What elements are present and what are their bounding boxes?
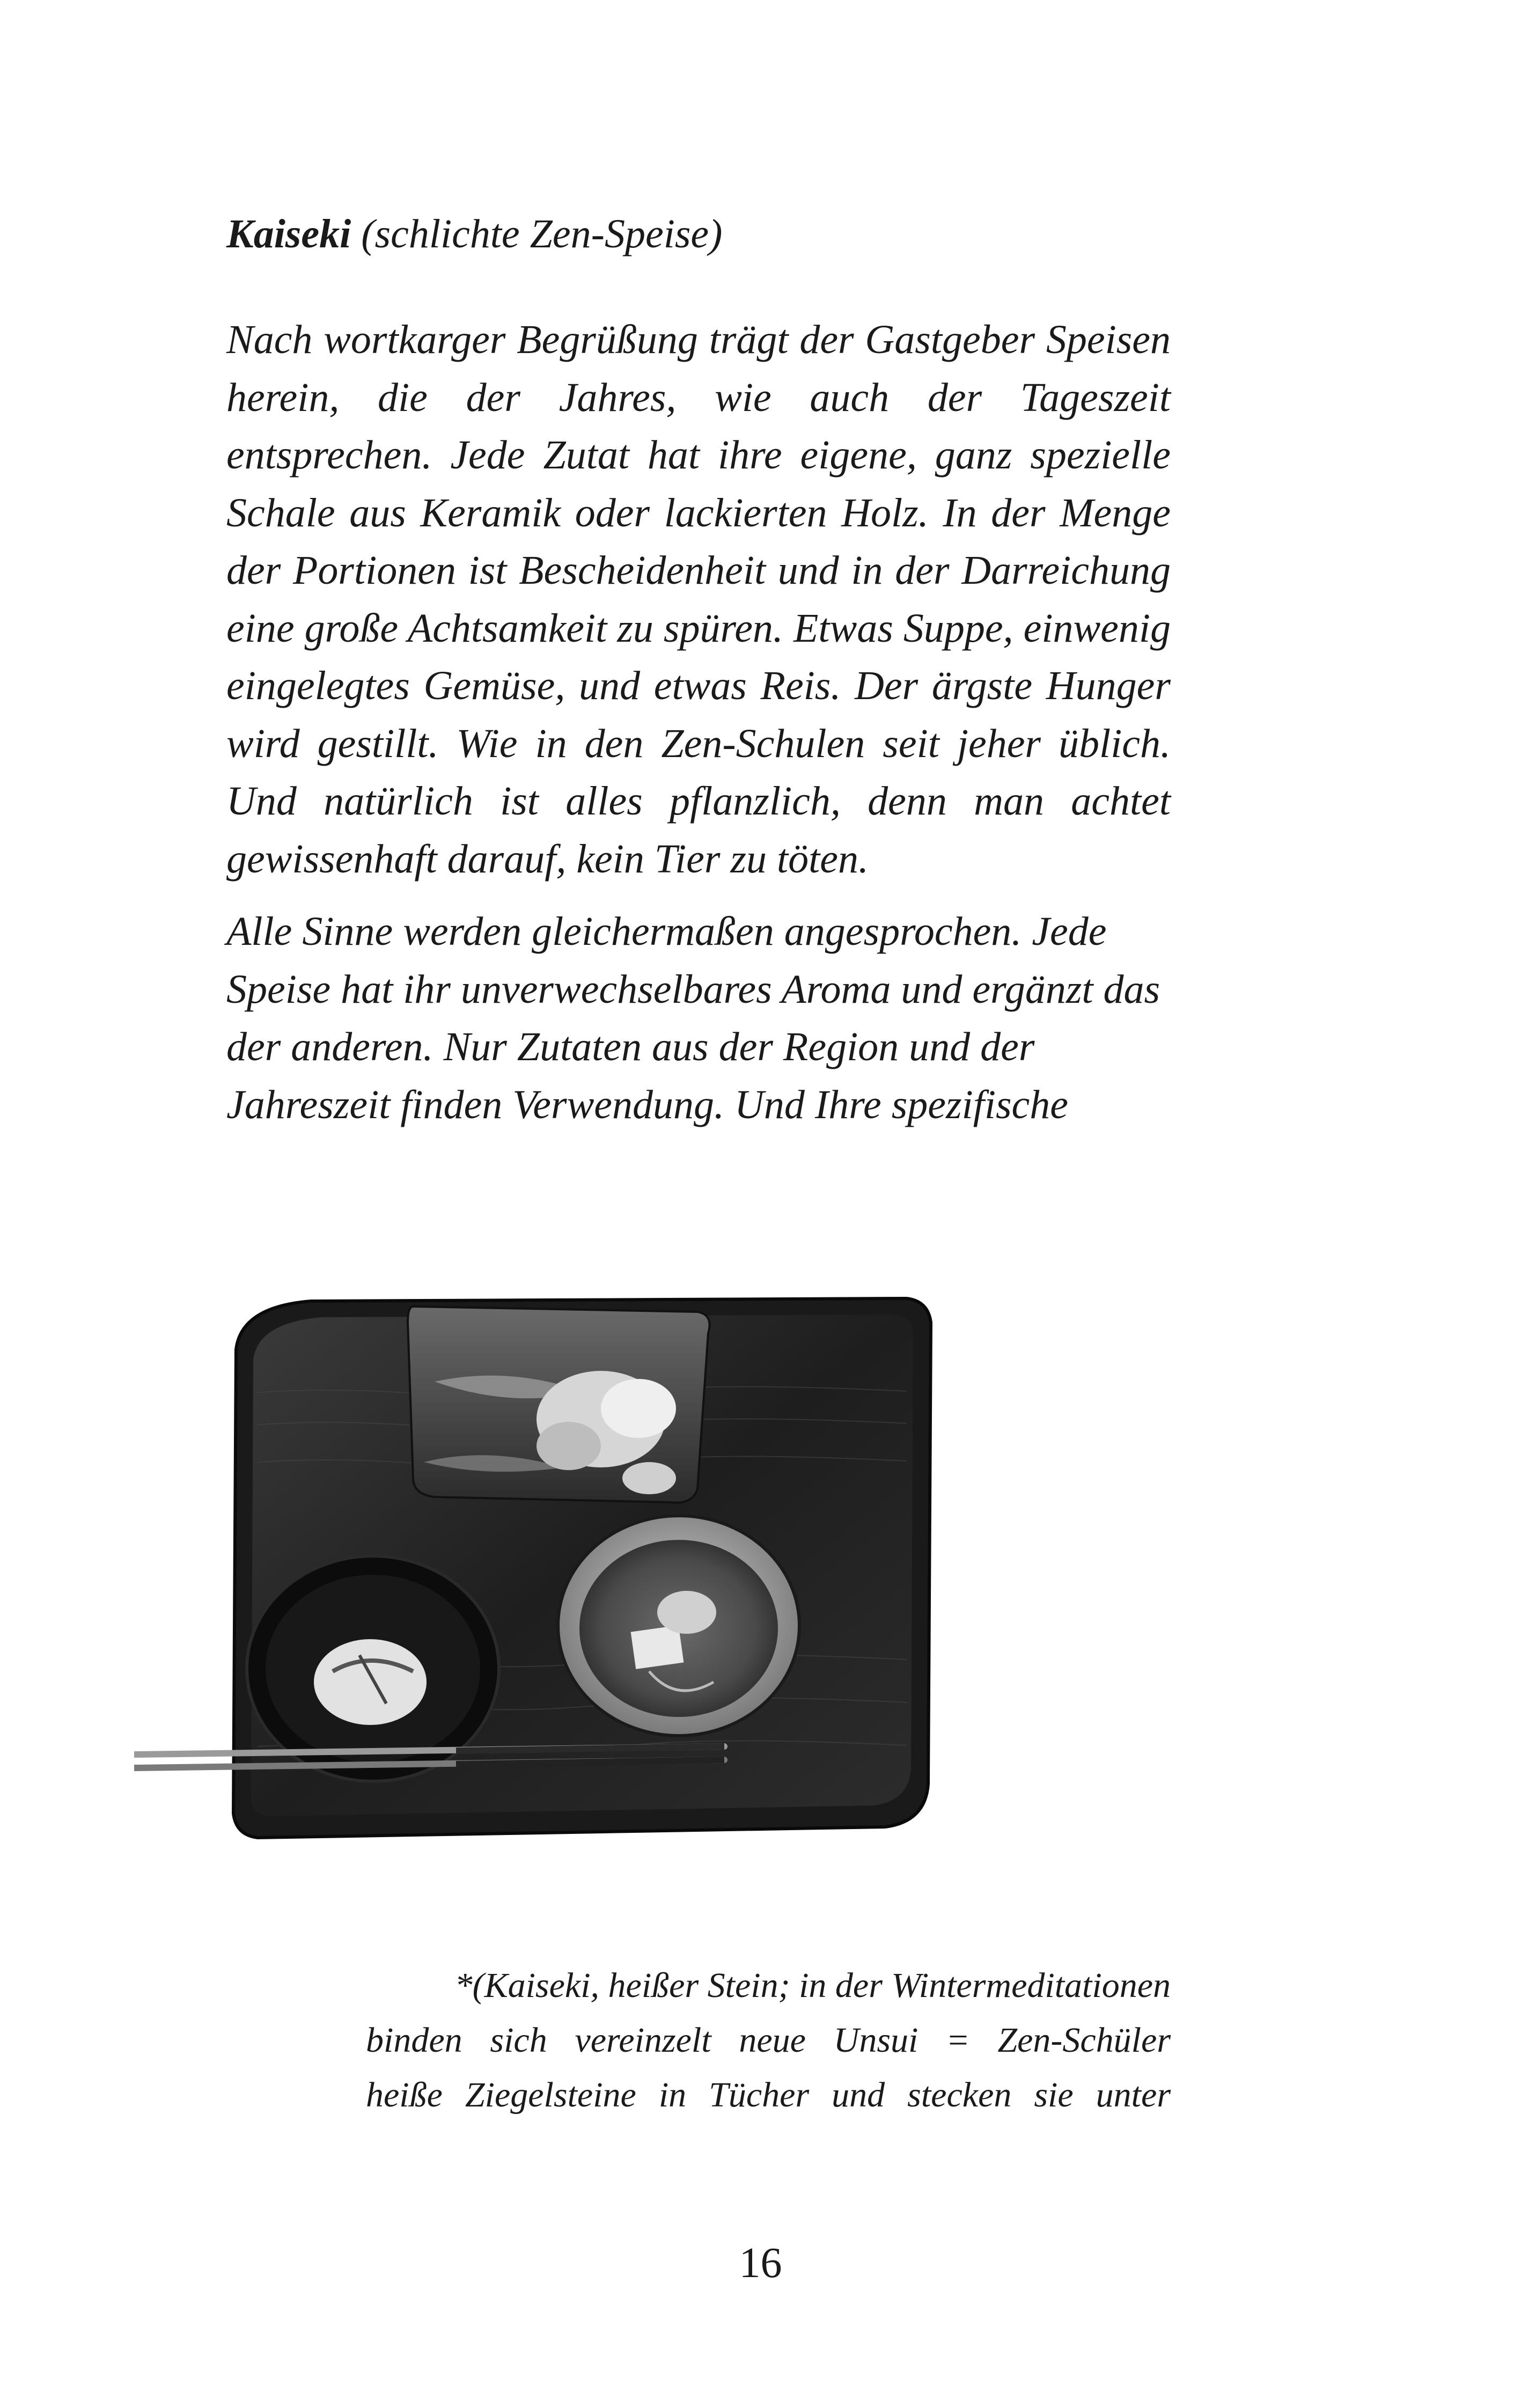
paragraph-2: Alle Sinne werden gleichermaßen angesprochen. Jede Speise hat ihr unverwechselbares Aroma und ergänzt das der anderen. Nur Zutaten aus der Region und der Jahreszeit finden Verwendung. Und Ihre spezifische [226, 909, 1160, 1127]
body-text [226, 311, 1171, 1149]
section-heading [226, 211, 723, 256]
kaiseki-tray-photo [134, 1285, 939, 1854]
paragraph-1: Nach wortkarger Begrüßung trägt der Gastgeber Speisen herein, die der Jahres, wie auch der Tageszeit entsprechen. Jede Zutat hat ihre eigene, ganz spezielle Schale aus Keramik oder lackierten Holz. In der Menge der Portionen ist Bescheidenheit und in der Darreichung eine große Achtsamkeit zu spüren. Etwas Suppe, einwenig eingelegtes Gemüse, und etwas Reis. Der ärgste Hunger wird gestillt. Wie in den Zen-Schulen seit jeher üblich. Und natürlich ist alles pflanzlich, denn man achtet gewissenhaft darauf, kein Tier zu töten. [226, 317, 1171, 882]
footnote-line-1: *(Kaiseki, heißer Stein; in der Wintermeditationen [454, 1966, 1171, 2005]
footnote-line-3: heiße Ziegelsteine in Tücher und stecken sie unter [366, 2075, 1171, 2115]
section-term: Kaiseki [226, 211, 351, 256]
footnote-line-2: binden sich vereinzelt neue Unsui = Zen-Schüler [366, 2021, 1171, 2060]
section-subtitle: (schlichte Zen-Speise) [351, 211, 723, 256]
page-number: 16 [739, 2240, 782, 2287]
footnote [366, 1958, 1171, 2123]
